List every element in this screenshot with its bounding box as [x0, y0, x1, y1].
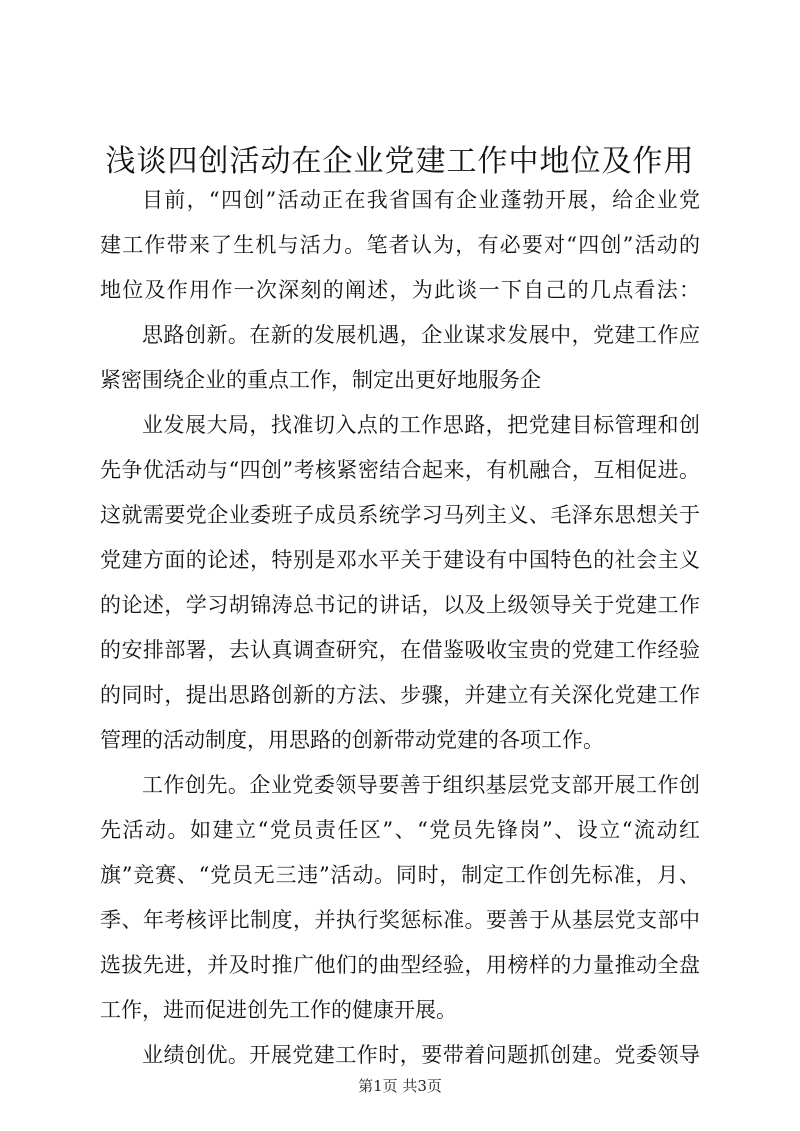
document-title: 浅谈四创活动在企业党建工作中地位及作用: [105, 144, 695, 179]
paragraph-1-line-1: 目前，“四创”活动正在我省国有企业蓬勃开展，给企业党: [142, 188, 700, 212]
paragraph-4-line-5: 选拔先进，并及时推广他们的曲型经验，用榜样的力量推动全盘: [100, 953, 700, 977]
paragraph-4-line-3: 旗”竞赛、“党员无三违”活动。同时，制定工作创先标准，月、: [100, 863, 700, 887]
paragraph-3-line-6: 的安排部署，去认真调查研究，在借鉴吸收宝贵的党建工作经验: [100, 638, 700, 662]
paragraph-4-line-2: 先活动。如建立“党员责任区”、“党员先锋岗”、设立“流动红: [100, 818, 700, 842]
paragraph-3-line-7: 的同时，提出思路创新的方法、步骤，并建立有关深化党建工作: [100, 683, 700, 707]
paragraph-4-line-1: 工作创先。企业党委领导要善于组织基层党支部开展工作创: [142, 773, 700, 797]
paragraph-3-line-8: 管理的活动制度，用思路的创新带动党建的各项工作。: [100, 728, 604, 752]
paragraph-3-line-2: 先争优活动与“四创”考核紧密结合起来，有机融合，互相促进。: [100, 458, 700, 482]
paragraph-1-line-2: 建工作带来了生机与活力。笔者认为，有必要对“四创”活动的: [100, 233, 700, 257]
paragraph-2-line-1: 思路创新。在新的发展机遇，企业谋求发展中，党建工作应: [142, 323, 700, 347]
paragraph-5-line-1: 业绩创优。开展党建工作时，要带着问题抓创建。党委领导: [142, 1043, 700, 1067]
paragraph-3-line-3: 这就需要党企业委班子成员系统学习马列主义、毛泽东思想关于: [100, 503, 700, 527]
paragraph-2-line-2: 紧密围绕企业的重点工作，制定出更好地服务企: [100, 368, 541, 392]
paragraph-3-line-1: 业发展大局，找准切入点的工作思路，把党建目标管理和创: [142, 413, 700, 437]
paragraph-3-line-5: 的论述，学习胡锦涛总书记的讲话，以及上级领导关于党建工作: [100, 593, 700, 617]
page-number-footer: 第1页 共3页: [358, 1077, 442, 1095]
paragraph-1-line-3: 地位及作用作一次深刻的阐述，为此谈一下自己的几点看法：: [100, 278, 700, 302]
paragraph-3-line-4: 党建方面的论述，特别是邓水平关于建设有中国特色的社会主义: [100, 548, 700, 572]
paragraph-4-line-6: 工作，进而促进创先工作的健康开展。: [100, 998, 457, 1022]
paragraph-4-line-4: 季、年考核评比制度，并执行奖惩标准。要善于从基层党支部中: [100, 908, 700, 932]
